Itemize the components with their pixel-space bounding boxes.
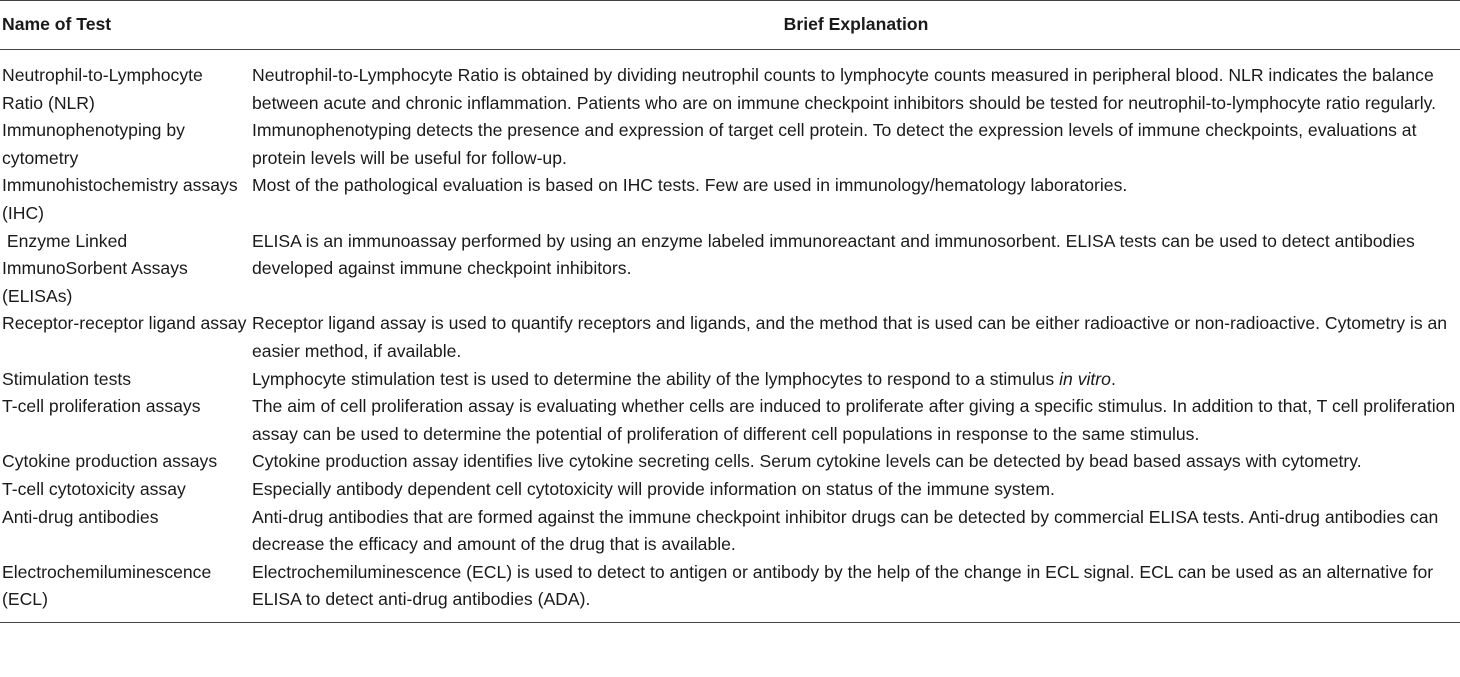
test-name-cell: T-cell proliferation assays: [2, 396, 201, 417]
table-row: [0, 476, 1460, 504]
test-name-cell: Anti-drug antibodies: [2, 506, 159, 527]
table-row: [0, 366, 1460, 394]
table-row: [0, 559, 1460, 623]
explanation-cell: Neutrophil-to-Lymphocyte Ratio is obtained by dividing neutrophil counts to lymphocyte counts measured in peripheral blood. NLR indicates the balance between acute and chronic inflammation. Patients who are on immune checkpoint inhibitors should be tested for neutrophil-to-lymphocyte ratio regularly.: [252, 65, 1436, 113]
explanation-cell: The aim of cell proliferation assay is evaluating whether cells are induced to proliferate after giving a specific stimulus. In addition to that, T cell proliferation assay can be used to determine the potential of proliferation of different cell populations in response to the same stimulus.: [252, 396, 1456, 444]
table-row: [0, 310, 1460, 365]
test-name-cell: Enzyme Linked ImmunoSorbent Assays (ELISAs): [2, 230, 193, 306]
test-name-cell: Immunophenotyping by cytometry: [2, 120, 185, 168]
explanation-text: Lymphocyte stimulation test is used to determine the ability of the lymphocytes to respond to a stimulus: [252, 368, 1060, 389]
header-brief-explanation: Brief Explanation: [783, 14, 929, 35]
table-row: [0, 50, 1460, 118]
test-name-cell: T-cell cytotoxicity assay: [2, 478, 186, 499]
explanation-cell: ELISA is an immunoassay performed by using an enzyme labeled immunoreactant and immunosorbent. ELISA tests can be used to detect antibodies developed against immune checkpoint inhibitors.: [252, 230, 1415, 279]
test-name-cell: Neutrophil-to-Lymphocyte Ratio (NLR): [2, 65, 203, 113]
test-name-cell: Receptor-receptor ligand assay: [2, 313, 247, 334]
explanation-cell: Electrochemiluminescence (ECL) is used to detect to antigen or antibody by the help of the change in ECL signal. ECL can be used as an alternative for ELISA to detect anti-drug antibodies (ADA).: [252, 561, 1434, 610]
test-name-cell: Electrochemiluminescence (ECL): [2, 561, 212, 610]
test-name-cell: Immunohistochemistry assays (IHC): [2, 175, 238, 223]
explanation-cell: Receptor ligand assay is used to quantify receptors and ligands, and the method that is used can be either radioactive or non-radioactive. Cytometry is an easier method, if available.: [252, 313, 1448, 361]
table-row: [0, 228, 1460, 311]
header-name-of-test: Name of Test: [2, 14, 112, 35]
header-row: [0, 1, 1460, 50]
table-row: [0, 504, 1460, 559]
table-row: [0, 117, 1460, 172]
test-name-cell: Cytokine production assays: [2, 451, 218, 472]
table-row: [0, 393, 1460, 448]
explanation-italic-term: in vitro: [1059, 368, 1111, 389]
explanation-cell: Especially antibody dependent cell cytotoxicity will provide information on status of the immune system.: [252, 478, 1055, 499]
table-row: [0, 172, 1460, 227]
test-name-cell: Stimulation tests: [2, 368, 132, 389]
explanation-period: .: [1110, 368, 1116, 389]
explanation-cell: Immunophenotyping detects the presence and expression of target cell protein. To detect the expression levels of immune checkpoints, evaluations at protein levels will be useful for follow-up.: [252, 120, 1417, 168]
explanation-cell: Cytokine production assay identifies live cytokine secreting cells. Serum cytokine levels can be detected by bead based assays with cytometry.: [252, 451, 1362, 472]
explanation-cell: [252, 366, 1460, 394]
table-row: [0, 448, 1460, 476]
explanation-cell: Anti-drug antibodies that are formed against the immune checkpoint inhibitor drugs can be detected by commercial ELISA tests. Anti-drug antibodies can decrease the efficacy and amount of the drug that is available.: [252, 506, 1439, 555]
explanation-cell: Most of the pathological evaluation is based on IHC tests. Few are used in immunology/hematology laboratories.: [252, 175, 1128, 196]
